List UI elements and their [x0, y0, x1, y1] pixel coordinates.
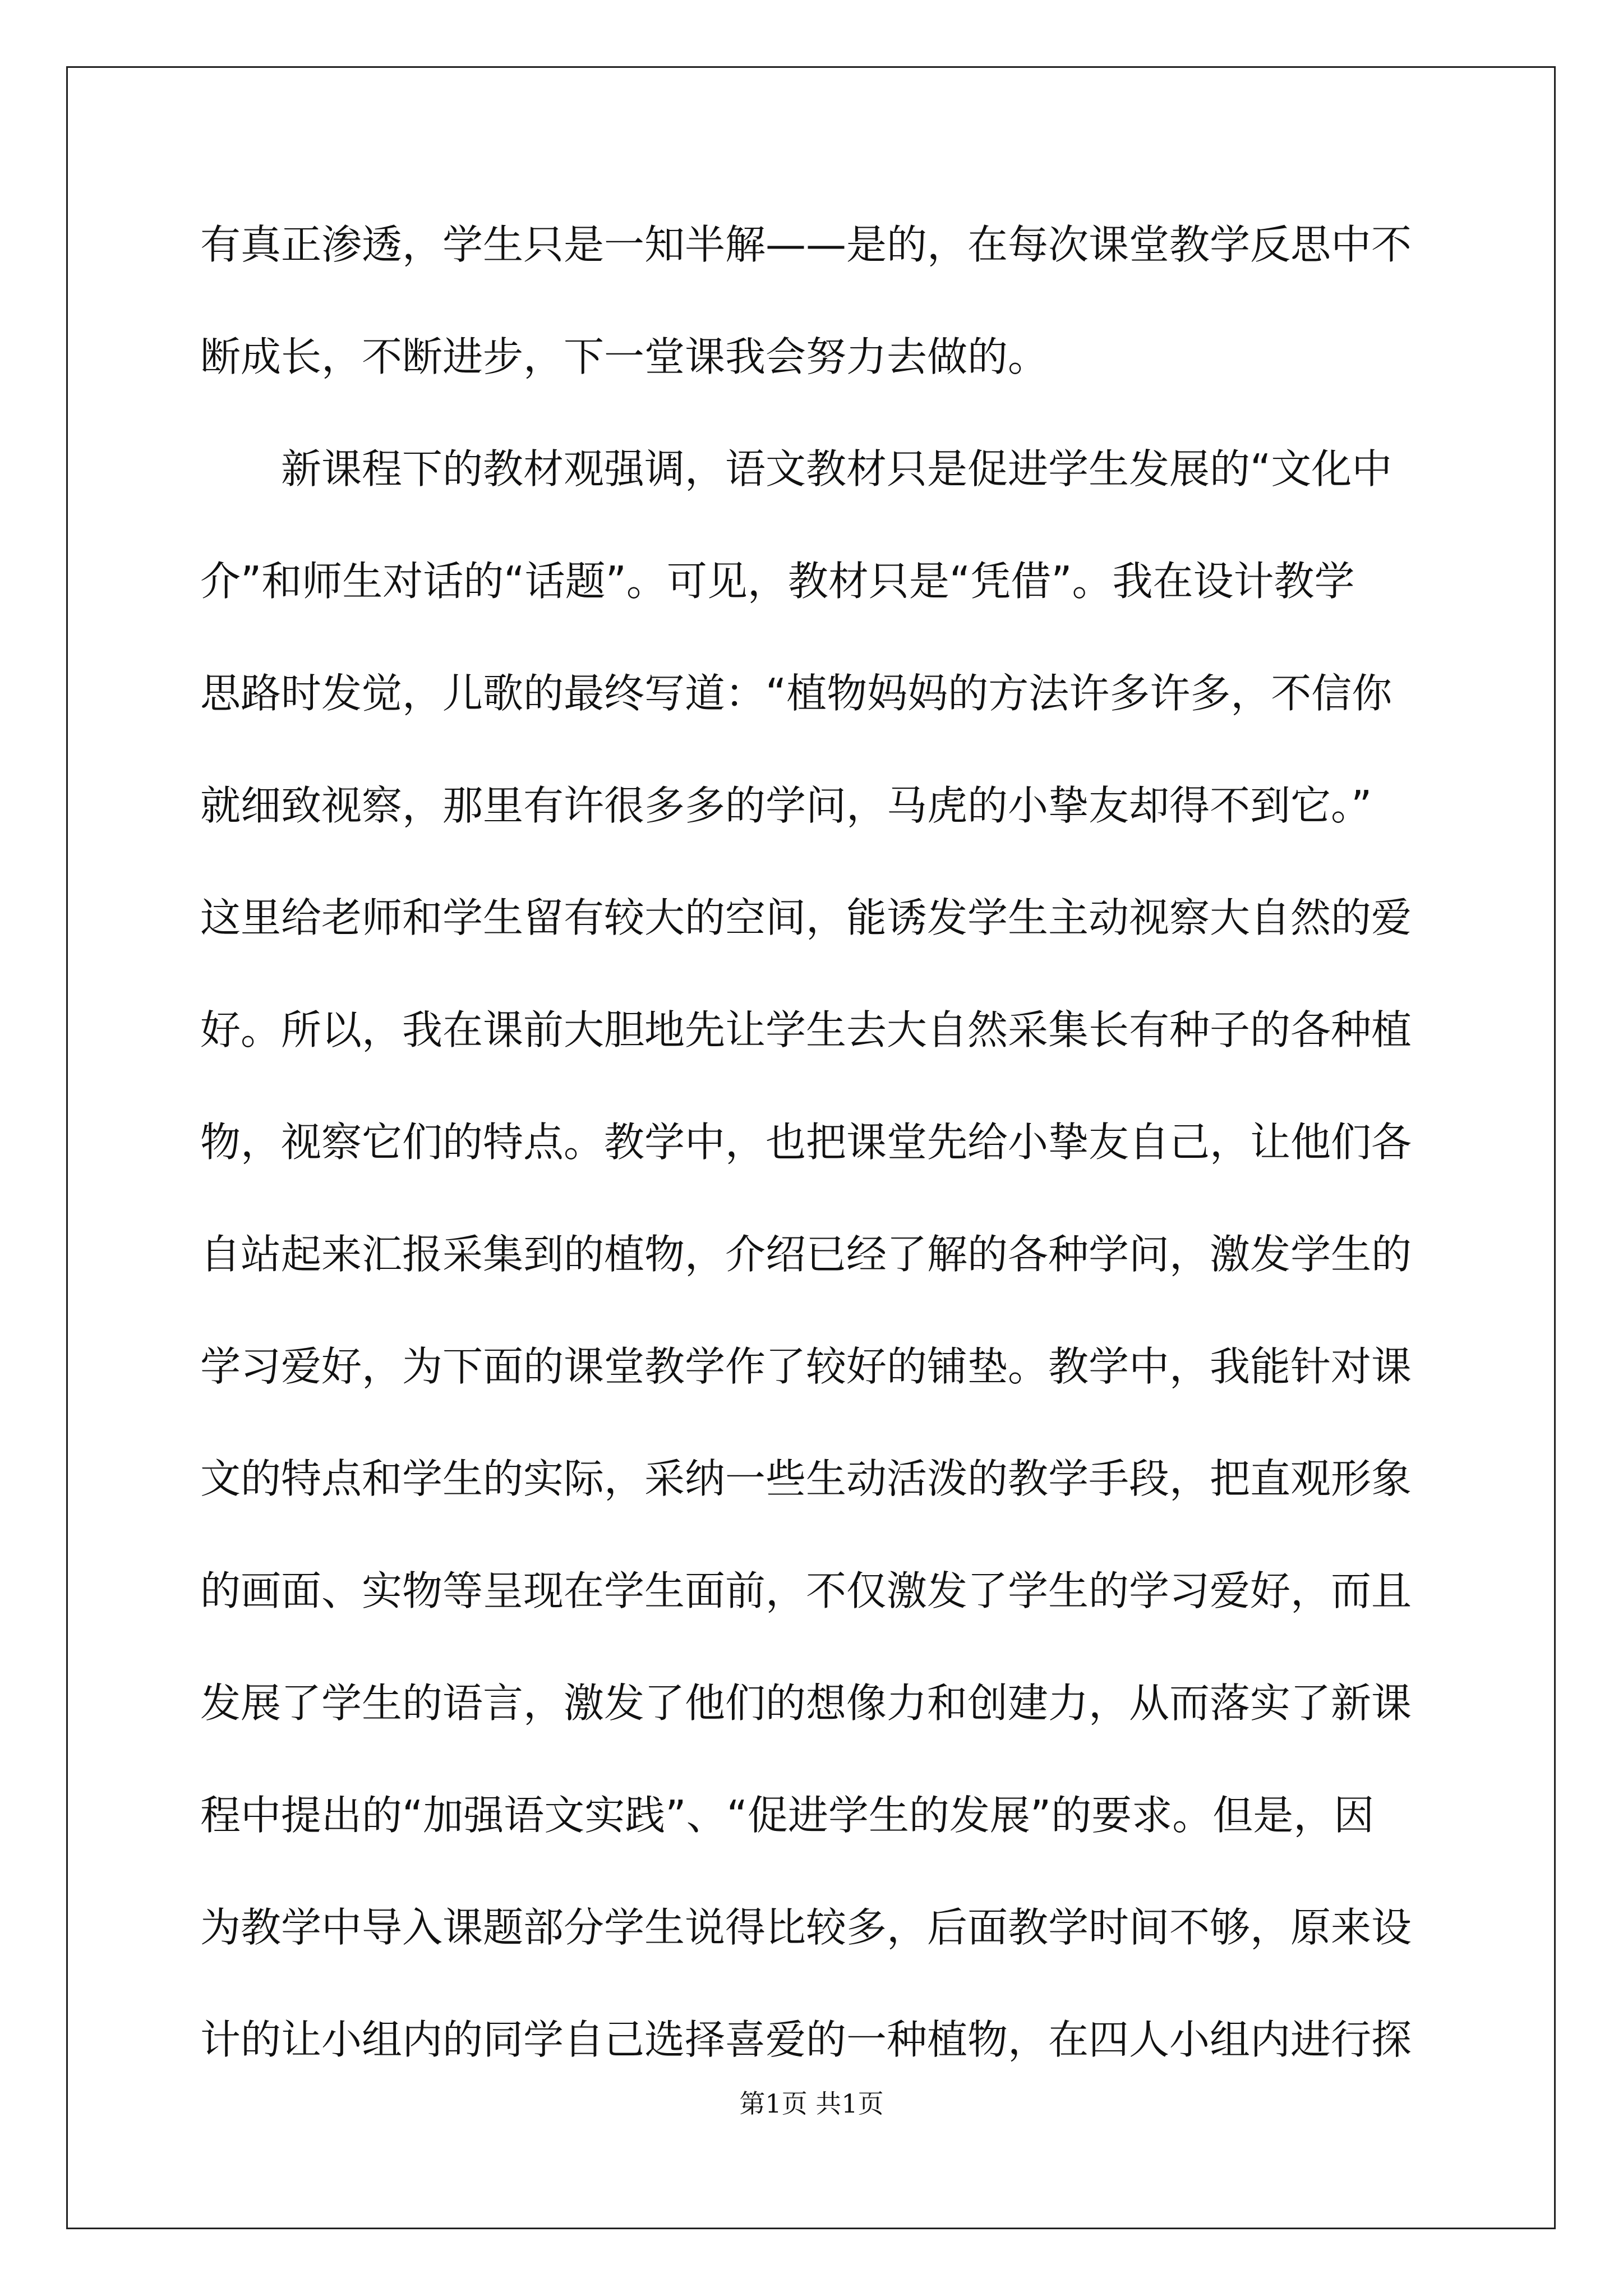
paragraph-start-line: 新课程下的教材观强调，语文教材只是促进学生发展的“文化中 [281, 445, 1393, 493]
text-line: 介”和师生对话的“话题”。可见，教材只是“凭借”。我在设计教学 [200, 558, 1355, 605]
text-line: 发展了学生的语言，激发了他们的想像力和创建力，从而落实了新课 [200, 1680, 1412, 1727]
text-line: 程中提出的“加强语文实践”、“促进学生的发展”的要求。但是，因 [200, 1792, 1375, 1839]
text-line: 文的特点和学生的实际，采纳一些生动活泼的教学手段，把直观形象 [200, 1455, 1412, 1502]
page-number-footer: 第1页 共1页 [739, 2088, 884, 2119]
text-line: 好。所以，我在课前大胆地先让学生去大自然采集长有种子的各种植 [200, 1006, 1412, 1053]
text-line: 断成长，不断进步，下一堂课我会努力去做的。 [200, 333, 1049, 380]
text-line: 的画面、实物等呈现在学生面前，不仅激发了学生的学习爱好，而且 [200, 1567, 1412, 1614]
text-line: 计的让小组内的同学自己选择喜爱的一种植物，在四人小组内进行探 [200, 2016, 1412, 2063]
text-line: 就细致视察，那里有许很多多的学问，马虎的小挚友却得不到它。” [200, 782, 1372, 829]
text-line: 物，视察它们的特点。教学中，也把课堂先给小挚友自己，让他们各 [200, 1119, 1412, 1166]
text-line: 为教学中导入课题部分学生说得比较多，后面教学时间不够，原来设 [200, 1904, 1412, 1951]
text-line: 思路时发觉，儿歌的最终写道：“植物妈妈的方法许多许多，不信你 [200, 670, 1393, 717]
text-line: 有真正渗透，学生只是一知半解——是的，在每次课堂教学反思中不 [200, 221, 1412, 268]
text-line: 这里给老师和学生留有较大的空间，能诱发学生主动视察大自然的爱 [200, 894, 1412, 941]
text-line: 自站起来汇报采集到的植物，介绍已经了解的各种学问，激发学生的 [200, 1231, 1412, 1278]
text-line: 学习爱好，为下面的课堂教学作了较好的铺垫。教学中，我能针对课 [200, 1343, 1412, 1390]
document-body [200, 215, 1434, 2122]
